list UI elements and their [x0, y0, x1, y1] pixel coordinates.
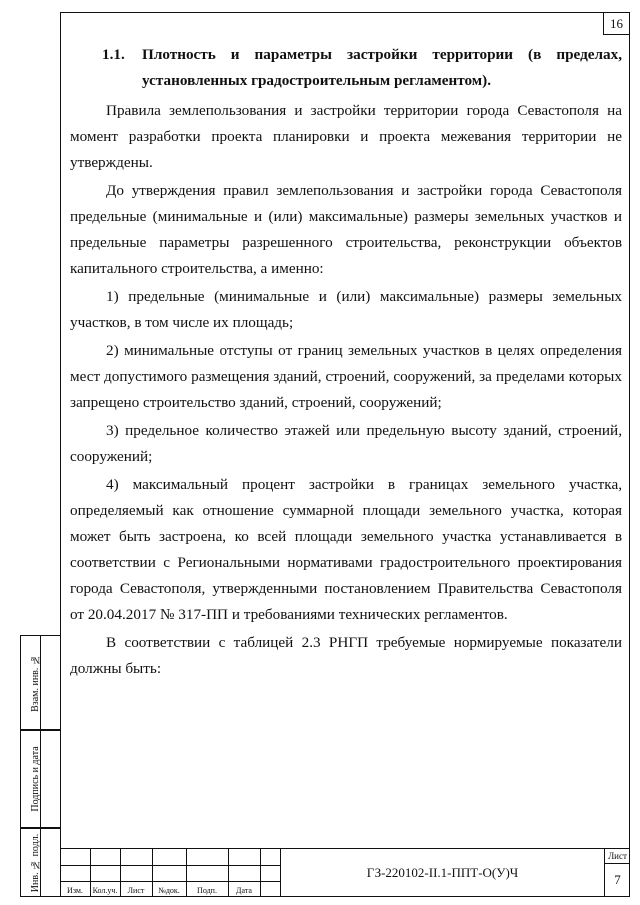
- header-podp: Подп.: [197, 886, 217, 895]
- paragraph: Правила землепользования и застройки территории города Севастополя на момент разработки проекта планировки и проекта межевания территории не утверждены.: [70, 102, 622, 171]
- document-body: [70, 42, 622, 682]
- paragraph: В соответствии с таблицей 2.3 РНГП требуемые нормируемые показатели должны быть:: [70, 634, 622, 677]
- list-item: 3) предельное количество этажей или предельную высоту зданий, строений, сооружений;: [70, 422, 622, 465]
- header-ndok: №док.: [158, 886, 180, 895]
- header-data: Дата: [236, 886, 252, 895]
- sheet-label: Лист: [605, 849, 630, 864]
- side-stamp-podpis: [20, 730, 60, 828]
- list-item: 2) минимальные отступы от границ земельных участков в целях определения мест допустимого размещения зданий, строений, сооружений, за пределами которых запрещено строительство зданий, строений, сооружений;: [70, 342, 622, 411]
- header-koluch: Кол.уч.: [92, 886, 118, 895]
- side-label-podpis: Подпись и дата: [30, 746, 41, 812]
- section-title: Плотность и параметры застройки территории (в пределах, установленных градостроительным регламентом).: [142, 46, 622, 89]
- list-item: 4) максимальный процент застройки в границах земельного участка, определяемый как отношение суммарной площади земельного участка, которая может быть застроена, ко всей площади земельного участка устанавливается в соответствии с Региональными нормативами градостроительного проектирования города Севастополя, утвержденными постановлением Правительства Севастополя от 20.04.2017 № 317-ПП и требованиями технических регламентов.: [70, 476, 622, 623]
- paragraph: До утверждения правил землепользования и застройки города Севастополя предельные (минимальные и (или) максимальные) размеры земельных участков и предельные параметры разрешенного строительства, реконструкции объектов капитального строительства, а именно:: [70, 182, 622, 277]
- side-label-vzam: Взам. инв. №: [30, 653, 41, 712]
- section-heading: [70, 42, 622, 94]
- revision-table: [60, 849, 280, 897]
- side-stamp-vzam: [20, 635, 60, 730]
- title-block: [60, 848, 630, 897]
- list-item: 1) предельные (минимальные и (или) максимальные) размеры земельных участков, в том числе их площадь;: [70, 288, 622, 331]
- page-number-top: 16: [603, 13, 629, 35]
- sheet-number: 7: [614, 872, 621, 887]
- header-izm: Изм.: [67, 886, 83, 895]
- side-stamp-inv: [20, 828, 60, 897]
- sheet-box: [604, 849, 630, 897]
- side-label-inv: Инв. № подл.: [30, 833, 41, 892]
- section-number: 1.1.: [102, 46, 125, 63]
- document-code: ГЗ-220102-II.1-ППТ-О(У)Ч: [280, 849, 604, 897]
- header-list: Лист: [127, 886, 145, 895]
